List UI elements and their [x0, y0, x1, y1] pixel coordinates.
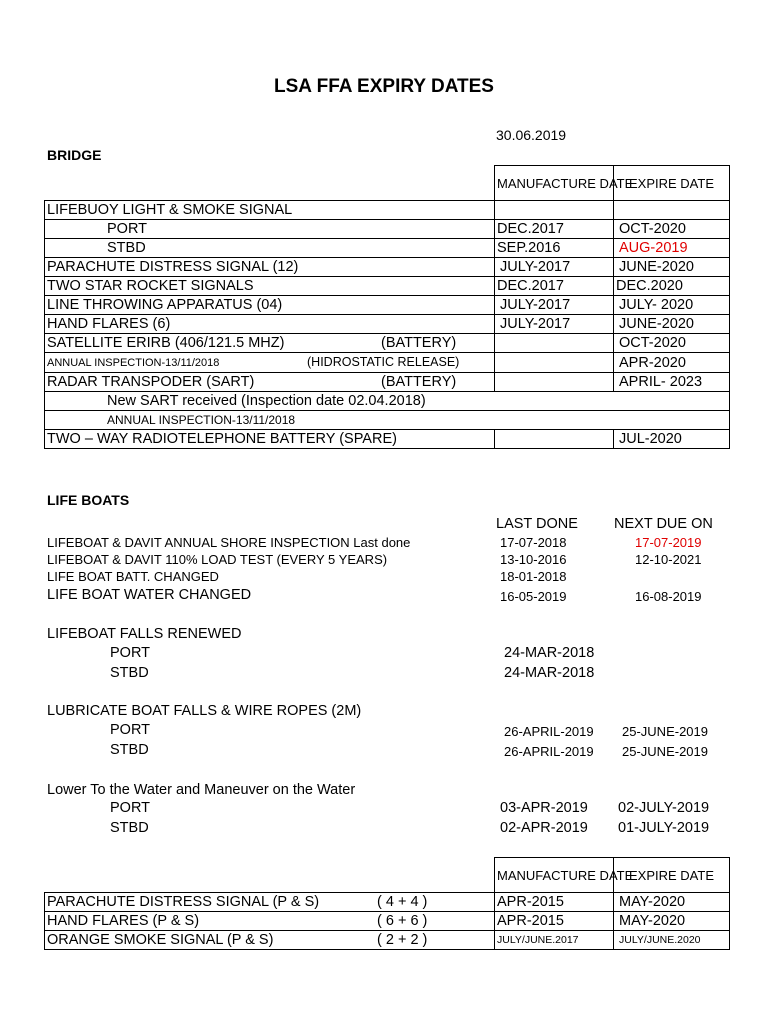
- mfg-cell: [495, 373, 614, 392]
- batt-changed-label: LIFE BOAT BATT. CHANGED: [47, 569, 219, 584]
- item-label: TWO – WAY RADIOTELEPHONE BATTERY (SPARE): [45, 430, 495, 449]
- falls-port-label: PORT: [110, 645, 151, 661]
- mfg-cell: [495, 334, 614, 353]
- table-row: [45, 912, 730, 931]
- exp-cell: JUNE-2020: [614, 315, 730, 334]
- shore-inspection-last: 17-07-2018: [500, 535, 567, 550]
- col-expire-date: EXPIRE DATE: [614, 166, 730, 201]
- table-row: [45, 430, 730, 449]
- item-note: (BATTERY): [381, 335, 457, 351]
- lifeboats-heading: LIFE BOATS: [47, 492, 130, 508]
- table-row: [45, 201, 730, 220]
- item-label: STBD: [45, 239, 495, 258]
- table-row: [45, 239, 730, 258]
- item-label: [45, 353, 495, 373]
- item-qty: ( 2 + 2 ): [377, 932, 428, 948]
- mfg-cell: APR-2015: [495, 912, 614, 931]
- lower-stbd-next: 01-JULY-2019: [618, 820, 710, 836]
- item-label: PORT: [45, 220, 495, 239]
- table-row: [45, 411, 730, 430]
- item-note: (BATTERY): [381, 374, 457, 390]
- item-note: (HIDROSTATIC RELEASE): [307, 355, 460, 369]
- mfg-cell: JULY-2017: [495, 296, 614, 315]
- exp-cell-alert: AUG-2019: [614, 239, 730, 258]
- exp-cell: JULY/JUNE.2020: [614, 931, 730, 950]
- item-label: HAND FLARES (6): [45, 315, 495, 334]
- item-label: [45, 373, 495, 392]
- lubricate-port-next: 25-JUNE-2019: [622, 724, 708, 739]
- table-row: [45, 296, 730, 315]
- item-label: LINE THROWING APPARATUS (04): [45, 296, 495, 315]
- lubricate-stbd-label: STBD: [110, 742, 149, 758]
- item-label: LIFEBUOY LIGHT & SMOKE SIGNAL: [45, 201, 495, 220]
- table-row: [45, 220, 730, 239]
- load-test-last: 13-10-2016: [500, 552, 567, 567]
- item-label: New SART received (Inspection date 02.04.2018): [45, 392, 730, 411]
- table-row: [45, 893, 730, 912]
- lower-stbd-last: 02-APR-2019: [500, 820, 588, 836]
- exp-cell: MAY-2020: [614, 912, 730, 931]
- table-row: [45, 392, 730, 411]
- falls-port-date: 24-MAR-2018: [504, 645, 595, 661]
- bridge-heading: BRIDGE: [47, 147, 102, 163]
- item-name: PARACHUTE DISTRESS SIGNAL (P & S): [47, 894, 320, 910]
- lower-stbd-label: STBD: [110, 820, 149, 836]
- lower-port-label: PORT: [110, 800, 151, 816]
- table-row: [45, 277, 730, 296]
- mfg-cell: [495, 353, 614, 373]
- col-manufacture-date: MANUFACTURE DATE: [495, 858, 614, 893]
- table-row: [45, 315, 730, 334]
- lubricate-label: LUBRICATE BOAT FALLS & WIRE ROPES (2M): [47, 703, 362, 719]
- item-label: ANNUAL INSPECTION-13/11/2018: [45, 411, 730, 430]
- exp-cell: OCT-2020: [614, 220, 730, 239]
- falls-renewed-label: LIFEBOAT FALLS RENEWED: [47, 626, 242, 642]
- table-row: [45, 373, 730, 392]
- falls-stbd-label: STBD: [110, 665, 149, 681]
- exp-cell: JUNE-2020: [614, 258, 730, 277]
- lubricate-stbd-next: 25-JUNE-2019: [622, 744, 708, 759]
- bridge-table: [44, 165, 730, 449]
- exp-cell: APR-2020: [614, 353, 730, 373]
- table-row: [45, 258, 730, 277]
- load-test-label: LIFEBOAT & DAVIT 110% LOAD TEST (EVERY 5 YEARS): [47, 552, 388, 567]
- mfg-cell: JULY-2017: [495, 258, 614, 277]
- item-label: [45, 893, 495, 912]
- col-last-done: LAST DONE: [496, 516, 578, 532]
- mfg-cell: JULY-2017: [495, 315, 614, 334]
- item-label: [45, 912, 495, 931]
- item-name: ANNUAL INSPECTION-13/11/2018: [47, 357, 220, 369]
- exp-cell: APRIL- 2023: [614, 373, 730, 392]
- mfg-cell: [495, 201, 614, 220]
- exp-cell: [614, 201, 730, 220]
- mfg-cell: [495, 430, 614, 449]
- shore-inspection-label: LIFEBOAT & DAVIT ANNUAL SHORE INSPECTION Last done: [47, 535, 411, 550]
- lubricate-port-label: PORT: [110, 722, 151, 738]
- mfg-cell: SEP.2016: [495, 239, 614, 258]
- item-qty: ( 6 + 6 ): [377, 913, 428, 929]
- mfg-cell: JULY/JUNE.2017: [495, 931, 614, 950]
- water-changed-label: LIFE BOAT WATER CHANGED: [47, 587, 252, 603]
- item-label: [45, 931, 495, 950]
- water-changed-next: 16-08-2019: [635, 589, 702, 604]
- batt-changed-last: 18-01-2018: [500, 569, 567, 584]
- exp-cell: JUL-2020: [614, 430, 730, 449]
- exp-cell: JULY- 2020: [614, 296, 730, 315]
- table-row: [45, 931, 730, 950]
- item-label: TWO STAR ROCKET SIGNALS: [45, 277, 495, 296]
- lubricate-stbd-last: 26-APRIL-2019: [504, 744, 594, 759]
- col-expire-date: EXPIRE DATE: [614, 858, 730, 893]
- lower-label: Lower To the Water and Maneuver on the Water: [47, 782, 356, 798]
- exp-cell: OCT-2020: [614, 334, 730, 353]
- lubricate-port-last: 26-APRIL-2019: [504, 724, 594, 739]
- col-next-due: NEXT DUE ON: [614, 516, 713, 532]
- report-date: 30.06.2019: [496, 127, 567, 143]
- exp-cell: DEC.2020: [614, 277, 730, 296]
- item-name: RADAR TRANSPODER (SART): [47, 374, 255, 390]
- pyrotechnics-table: [44, 857, 730, 950]
- mfg-cell: DEC.2017: [495, 220, 614, 239]
- load-test-next: 12-10-2021: [635, 552, 702, 567]
- item-name: SATELLITE ERIRB (406/121.5 MHZ): [47, 335, 285, 351]
- item-name: HAND FLARES (P & S): [47, 913, 200, 929]
- item-label: [45, 334, 495, 353]
- lower-port-last: 03-APR-2019: [500, 800, 588, 816]
- item-label: PARACHUTE DISTRESS SIGNAL (12): [45, 258, 495, 277]
- mfg-cell: APR-2015: [495, 893, 614, 912]
- table-row: [45, 334, 730, 353]
- falls-stbd-date: 24-MAR-2018: [504, 665, 595, 681]
- shore-inspection-next: 17-07-2019: [635, 535, 702, 550]
- item-qty: ( 4 + 4 ): [377, 894, 428, 910]
- item-name: ORANGE SMOKE SIGNAL (P & S): [47, 932, 274, 948]
- table-row: [45, 353, 730, 373]
- page-title: LSA FFA EXPIRY DATES: [274, 76, 494, 97]
- col-manufacture-date: MANUFACTURE DATE: [495, 166, 614, 201]
- mfg-cell: DEC.2017: [495, 277, 614, 296]
- exp-cell: MAY-2020: [614, 893, 730, 912]
- lower-port-next: 02-JULY-2019: [618, 800, 710, 816]
- water-changed-last: 16-05-2019: [500, 589, 567, 604]
